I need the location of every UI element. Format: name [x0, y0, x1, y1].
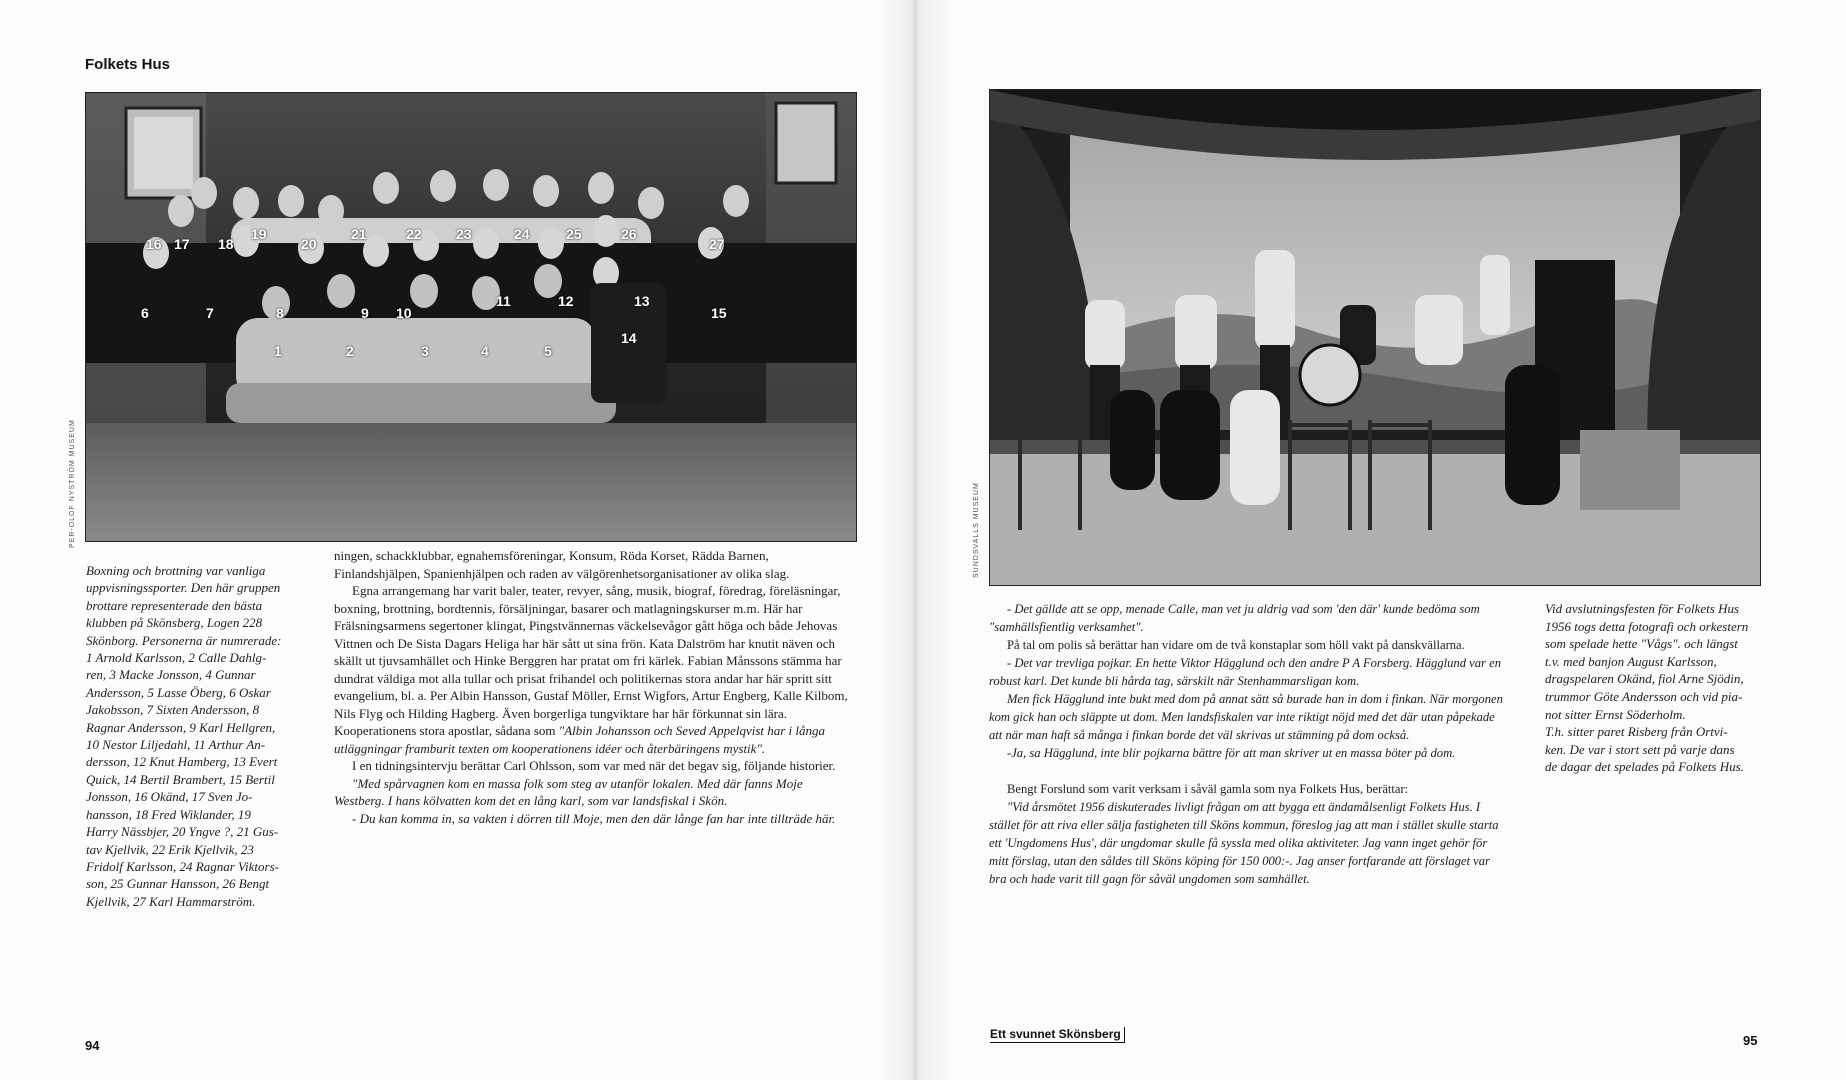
photo-caption-right: Vid avslutningsfesten för Folkets Hus 1956 togs detta fotografi och orkestern som spelade hette "Vågs". och längst t.v. med banjon August Karlsson, dragspelaren Okänd, fiol Arne Sjödin, trummor Göte Andersson och vid pia- not sitter Ernst Söderholm. T.h. sitter paret Risberg från Ortvi- ken. De var i stort sett på varje dans de dagar det spelades på Folkets Hus. [1545, 601, 1749, 775]
running-header: Folkets Hus [85, 56, 171, 73]
left-page [0, 0, 915, 1080]
dialog: Men fick Hägglund inte bukt med dom på annat sätt så burade han in dom i finkan. När morgonen kom gick han och släppte ut dom. Men landsfiskalen var inte riktigt nöjd med det där utan påpekade att när man haft så många i finkan borde det väl skrivas ut stämning på dom också. [989, 692, 1503, 742]
photo-number-6: 6 [141, 305, 149, 321]
photo-number-23: 23 [456, 226, 472, 242]
quote: - Du kan komma in, sa vakten i dörren till Moje, men den där långe fan har inte tillträde här. [352, 810, 836, 826]
quote: "Vid årsmötet 1956 diskuterades livligt frågan om att bygga ett ändamålsenligt Folkets Hus. I stället för att riva eller sälja fastigheten till Sköns kommun, föreslog jag att man i stället skulle starta ett 'Ungdomens Hus', där ungdomar skulle få syssla med olika aktiviteter. Jag vann inget gehör för mitt förslag, utan den såldes till Sköns köping för 150 000:-. Jag anser fortfarande att förslaget var bra och hade varit till gagn för såväl ungdomen som samhället. [989, 800, 1499, 886]
photo-number-7: 7 [206, 305, 214, 321]
right-body-text [989, 600, 1509, 888]
photo-number-4: 4 [481, 343, 489, 359]
photo-number-2: 2 [346, 343, 354, 359]
photo-credit-left: PER-OLOF NYSTRÖM MUSEUM [69, 419, 76, 548]
photo-number-24: 24 [514, 226, 530, 242]
photo-number-22: 22 [406, 226, 422, 242]
left-body-text [334, 547, 854, 827]
photo-number-5: 5 [544, 343, 552, 359]
photo-number-9: 9 [361, 305, 369, 321]
wrestlers-photo-graphic [86, 93, 856, 541]
paragraph: I en tidningsintervju berättar Carl Ohlsson, som var med när det begav sig, följande historier. [352, 758, 836, 773]
paragraph: ningen, schackklubbar, egnahemsföreningar, Konsum, Röda Korset, Rädda Barnen, Finlandshjälpen, Spanienhjälpen och raden av välgörenhetsorganisationer av olika slag. [334, 548, 790, 581]
photo-number-8: 8 [276, 305, 284, 321]
paragraph: Egna arrangemang har varit baler, teater, revyer, sång, musik, biograf, föredrag, föreläsningar, boxning, brottning, bordtennis, försäljningar, basarer och matlagningskurser m.m. Här har Frälsningsarmens segertoner klingat, Pingstvännernas väckelsevågor gått höga och både Jehovas Vittnen och De Sista Dagars Heliga har här sått ut sina frön. Kata Dalström har knutit näven och skällt ut tjuvsamhället och Hinke Berggren har pratat om fri kärlek. Fabian Månssons stämma har dundrat väldiga mot alla tullar och prisat frihandel och politikernas stora andar har här spritt sitt evangelium, bl. a. Per Albin Hansson, Gustaf Möller, Ernst Wigfors, Artur Engberg, Kalle Kilbom, Nils Flyg och Hilding Hagberg. Även borgerliga tungviktare har här förkunnat sin lära. Kooperationens stora apostlar, sådana som [334, 583, 848, 738]
photo-number-16: 16 [146, 236, 162, 252]
page-number-left: 94 [85, 1038, 100, 1053]
photo-number-21: 21 [351, 226, 367, 242]
paragraph: Bengt Forslund som varit verksam i såväl gamla som nya Folkets Hus, berättar: [1007, 782, 1409, 796]
quote: "Albin Johansson och Seved Appelqvist har i långa utläggningar framburit texten om kooperationens idéer och återbäringens mystik". [334, 723, 826, 756]
photo-number-11: 11 [496, 293, 511, 309]
photo-number-1: 1 [274, 343, 282, 359]
photo-number-12: 12 [558, 293, 574, 309]
photo-number-26: 26 [621, 226, 637, 242]
right-page [915, 0, 1846, 1080]
paragraph-gap [989, 762, 1509, 780]
dialog: - Det var trevliga pojkar. En hette Viktor Hägglund och den andre P A Forsberg. Hägglund var en robust karl. Det kunde bli hårda tag, särskilt när Stenhammarsligan kom. [989, 656, 1501, 688]
photo-number-15: 15 [711, 305, 727, 321]
photo-number-13: 13 [634, 293, 650, 309]
dialog: - Det gällde att se opp, menade Calle, man vet ju aldrig vad som 'den där' kunde bedöma som "samhällsfientlig verksamhet". [989, 602, 1480, 634]
photo-number-20: 20 [301, 236, 317, 252]
photo-number-3: 3 [421, 343, 429, 359]
photo-number-18: 18 [218, 236, 234, 252]
running-footer-title: Ett svunnet Skönsberg [990, 1027, 1125, 1043]
photo-number-27: 27 [709, 236, 725, 252]
photo-number-25: 25 [566, 226, 582, 242]
photo-number-14: 14 [621, 330, 637, 346]
paragraph: På tal om polis så berättar han vidare om de två konstaplar som höll vakt på danskvällarna. [1007, 638, 1465, 652]
dialog: -Ja, sa Hägglund, inte blir pojkarna bättre för att man skriver ut en massa böter på dom. [1007, 746, 1456, 760]
photo-credit-right: SUNDSVALLS MUSEUM [973, 482, 980, 578]
photo-number-19: 19 [251, 226, 267, 242]
photo-number-17: 17 [174, 236, 190, 252]
wrestlers-group-photo [85, 92, 857, 542]
quote: "Med spårvagnen kom en massa folk som steg av utanför lokalen. Med där fanns Moje Westberg. I hans kölvatten kom det en lång karl, som var landsfiskal i Skön. [334, 775, 803, 808]
photo-caption-left: Boxning och brottning var vanliga uppvisningssporter. Den här gruppen brottare representerade den bästa klubben på Skönsberg, Logen 228 Skönborg. Personerna är numrerade: 1 Arnold Karlsson, 2 Calle Dahlg- ren, 3 Macke Jonsson, 4 Gunnar Andersson, 5 Lasse Öberg, 6 Oskar Jakobsson, 7 Sixten Andersson, 8 Ragnar Andersson, 9 Karl Hellgren, 10 Nestor Liljedahl, 11 Arthur An- dersson, 12 Knut Hamberg, 13 Evert Quick, 14 Bertil Brambert, 15 Bertil Jonsson, 16 Okänd, 17 Sven Jo- hansson, 18 Fred Wiklander, 19 Harry Nässbjer, 20 Yngve ?, 21 Gus- tav Kjellvik, 22 Erik Kjellvik, 23 Fridolf Karlsson, 24 Ragnar Viktors- son, 25 Gunnar Hansson, 26 Bengt Kjellvik, 27 Karl Hammarström. [86, 563, 282, 909]
page-number-right: 95 [1743, 1033, 1758, 1048]
orchestra-photo-graphic [990, 90, 1760, 585]
photo-number-10: 10 [396, 305, 412, 321]
orchestra-stage-photo [989, 89, 1761, 586]
